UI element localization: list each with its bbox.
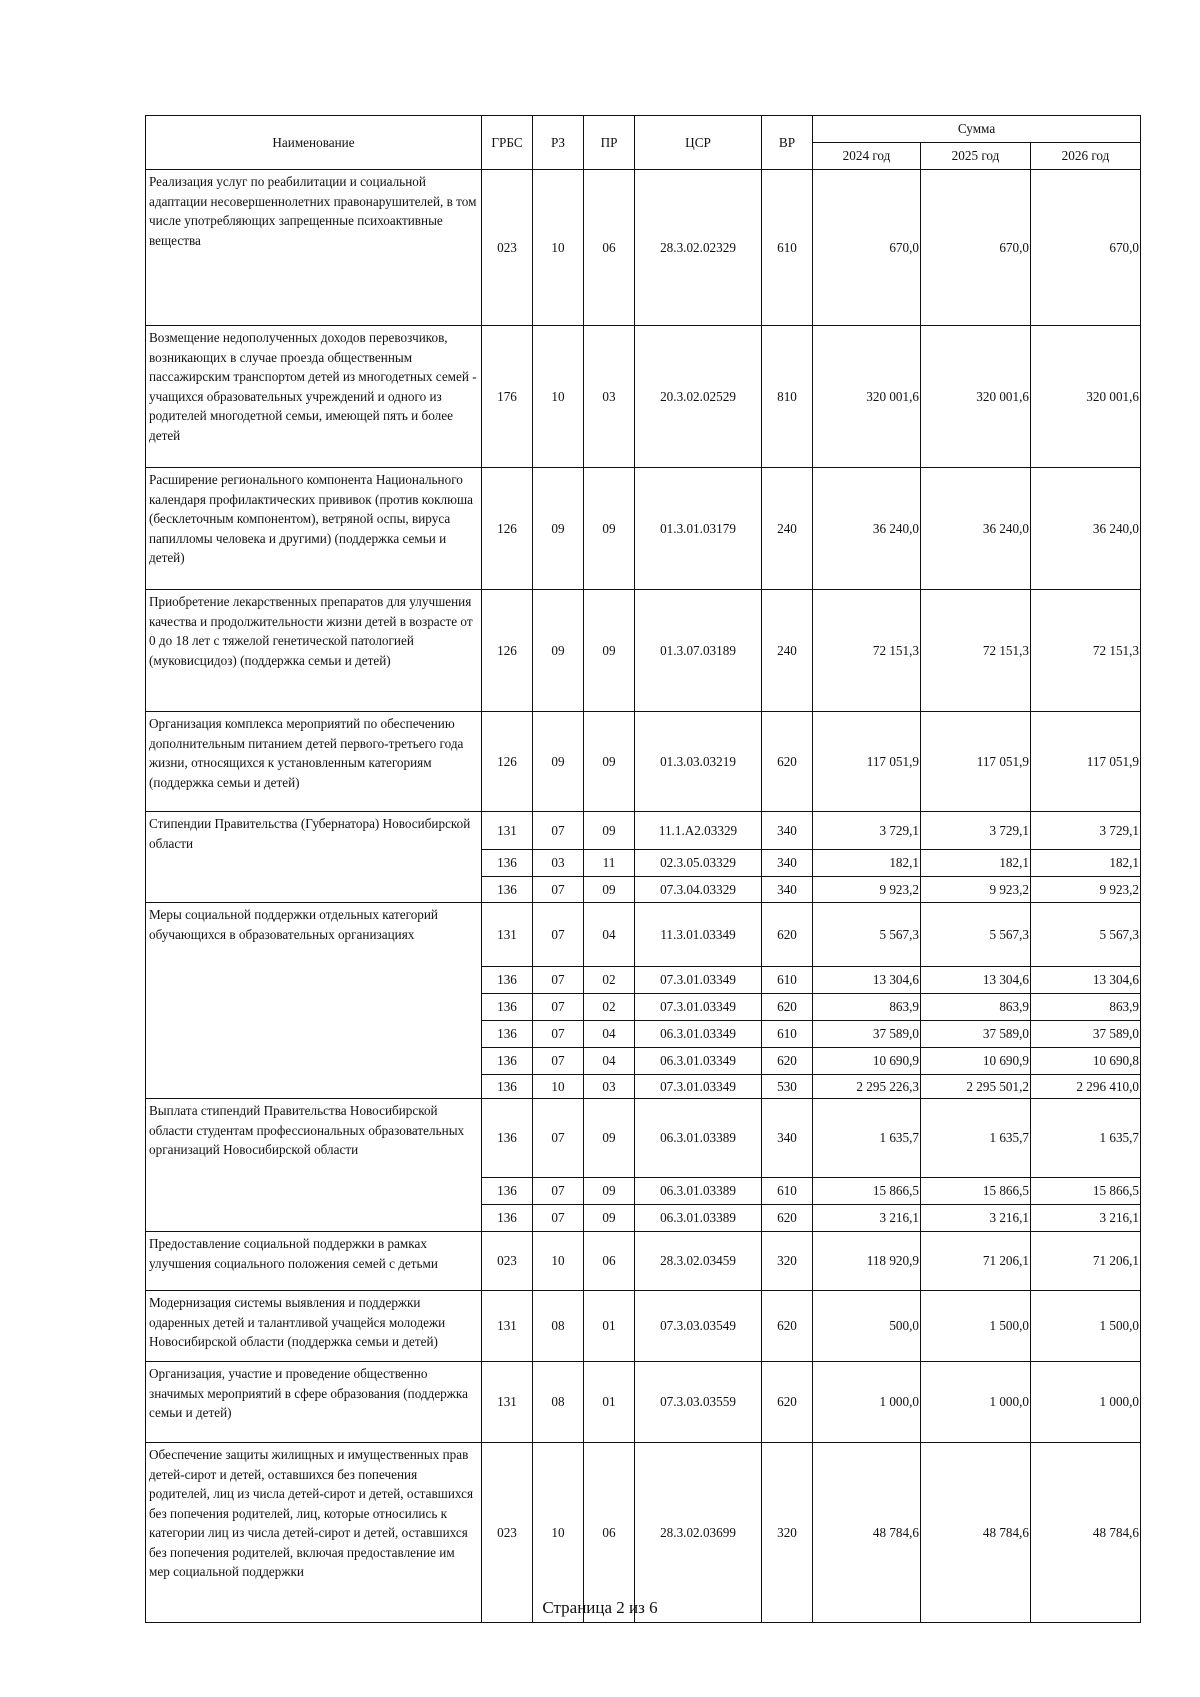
cell-sum-2026: 9 923,2 [1031, 877, 1141, 903]
header-csr: ЦСР [635, 116, 762, 170]
cell-sum-2025: 36 240,0 [921, 468, 1031, 590]
cell-grbs: 136 [482, 1075, 533, 1099]
cell-sum-2025: 37 589,0 [921, 1021, 1031, 1048]
cell-name: Реализация услуг по реабилитации и социальной адаптации несовершеннолетних правонарушителей, в том числе употребляющих запрещенные психоактивные вещества [146, 170, 482, 326]
cell-vr: 810 [762, 326, 813, 468]
table-row [146, 326, 1141, 468]
cell-csr: 01.3.01.03179 [635, 468, 762, 590]
cell-vr: 530 [762, 1075, 813, 1099]
cell-name: Приобретение лекарственных препаратов для улучшения качества и продолжительности жизни детей в возрасте от 0 до 18 лет с тяжелой генетической патологией (муковисцидоз) (поддержка семьи и детей) [146, 590, 482, 712]
cell-pr: 09 [584, 812, 635, 850]
cell-sum-2026: 2 296 410,0 [1031, 1075, 1141, 1099]
table-row [146, 170, 1141, 326]
cell-vr: 340 [762, 1099, 813, 1178]
cell-grbs: 136 [482, 967, 533, 994]
cell-pr: 06 [584, 1443, 635, 1623]
table-row [146, 1232, 1141, 1291]
cell-vr: 340 [762, 877, 813, 903]
cell-sum-2024: 36 240,0 [813, 468, 921, 590]
cell-pr: 09 [584, 877, 635, 903]
cell-sum-2025: 320 001,6 [921, 326, 1031, 468]
cell-rz: 03 [533, 850, 584, 877]
cell-sum-2024: 9 923,2 [813, 877, 921, 903]
cell-grbs: 136 [482, 1048, 533, 1075]
cell-name: Предоставление социальной поддержки в рамках улучшения социального положения семей с детьми [146, 1232, 482, 1291]
header-name: Наименование [146, 116, 482, 170]
cell-sum-2026: 1 635,7 [1031, 1099, 1141, 1178]
header-2025: 2025 год [921, 143, 1031, 170]
cell-vr: 620 [762, 903, 813, 967]
cell-pr: 04 [584, 903, 635, 967]
cell-sum-2024: 3 216,1 [813, 1205, 921, 1232]
cell-csr: 01.3.03.03219 [635, 712, 762, 812]
cell-sum-2024: 500,0 [813, 1291, 921, 1362]
cell-sum-2026: 71 206,1 [1031, 1232, 1141, 1291]
cell-sum-2025: 10 690,9 [921, 1048, 1031, 1075]
cell-sum-2024: 182,1 [813, 850, 921, 877]
cell-sum-2026: 36 240,0 [1031, 468, 1141, 590]
cell-rz: 07 [533, 1099, 584, 1178]
cell-csr: 07.3.04.03329 [635, 877, 762, 903]
cell-grbs: 136 [482, 1021, 533, 1048]
cell-sum-2024: 15 866,5 [813, 1178, 921, 1205]
cell-rz: 10 [533, 170, 584, 326]
cell-sum-2025: 182,1 [921, 850, 1031, 877]
cell-csr: 01.3.07.03189 [635, 590, 762, 712]
cell-sum-2026: 670,0 [1031, 170, 1141, 326]
cell-vr: 610 [762, 170, 813, 326]
cell-rz: 07 [533, 967, 584, 994]
cell-sum-2026: 10 690,8 [1031, 1048, 1141, 1075]
cell-sum-2024: 118 920,9 [813, 1232, 921, 1291]
cell-sum-2026: 15 866,5 [1031, 1178, 1141, 1205]
cell-csr: 06.3.01.03389 [635, 1205, 762, 1232]
cell-rz: 08 [533, 1291, 584, 1362]
cell-grbs: 131 [482, 1291, 533, 1362]
table-row [146, 590, 1141, 712]
cell-csr: 06.3.01.03389 [635, 1178, 762, 1205]
header-grbs: ГРБС [482, 116, 533, 170]
cell-pr: 09 [584, 1099, 635, 1178]
cell-vr: 320 [762, 1443, 813, 1623]
cell-pr: 09 [584, 590, 635, 712]
cell-rz: 10 [533, 1075, 584, 1099]
cell-sum-2024: 1 000,0 [813, 1362, 921, 1443]
cell-name: Выплата стипендий Правительства Новосибирской области студентам профессиональных образовательных организаций Новосибирской области [146, 1099, 482, 1232]
cell-vr: 320 [762, 1232, 813, 1291]
cell-name: Стипендии Правительства (Губернатора) Новосибирской области [146, 812, 482, 903]
header-pr: ПР [584, 116, 635, 170]
table-row [146, 812, 1141, 850]
cell-sum-2026: 72 151,3 [1031, 590, 1141, 712]
table-row [146, 1443, 1141, 1623]
cell-sum-2024: 37 589,0 [813, 1021, 921, 1048]
cell-sum-2026: 13 304,6 [1031, 967, 1141, 994]
cell-sum-2024: 13 304,6 [813, 967, 921, 994]
cell-sum-2024: 10 690,9 [813, 1048, 921, 1075]
cell-name: Организация, участие и проведение общественно значимых мероприятий в сфере образования (поддержка семьи и детей) [146, 1362, 482, 1443]
cell-vr: 620 [762, 1362, 813, 1443]
cell-pr: 09 [584, 712, 635, 812]
cell-csr: 06.3.01.03349 [635, 1048, 762, 1075]
cell-sum-2025: 2 295 501,2 [921, 1075, 1031, 1099]
cell-pr: 11 [584, 850, 635, 877]
cell-sum-2024: 72 151,3 [813, 590, 921, 712]
cell-sum-2025: 3 216,1 [921, 1205, 1031, 1232]
cell-sum-2024: 2 295 226,3 [813, 1075, 921, 1099]
cell-sum-2026: 1 000,0 [1031, 1362, 1141, 1443]
cell-sum-2024: 320 001,6 [813, 326, 921, 468]
cell-sum-2024: 3 729,1 [813, 812, 921, 850]
cell-rz: 09 [533, 712, 584, 812]
cell-csr: 20.3.02.02529 [635, 326, 762, 468]
cell-vr: 620 [762, 712, 813, 812]
header-2026: 2026 год [1031, 143, 1141, 170]
cell-pr: 03 [584, 1075, 635, 1099]
budget-table [145, 115, 1141, 1623]
header-sum: Сумма [813, 116, 1141, 143]
cell-rz: 07 [533, 1205, 584, 1232]
cell-csr: 11.3.01.03349 [635, 903, 762, 967]
cell-grbs: 136 [482, 1205, 533, 1232]
cell-vr: 610 [762, 1021, 813, 1048]
cell-pr: 01 [584, 1291, 635, 1362]
cell-rz: 07 [533, 903, 584, 967]
cell-pr: 01 [584, 1362, 635, 1443]
cell-csr: 02.3.05.03329 [635, 850, 762, 877]
cell-sum-2024: 670,0 [813, 170, 921, 326]
cell-sum-2024: 117 051,9 [813, 712, 921, 812]
cell-csr: 07.3.03.03549 [635, 1291, 762, 1362]
cell-pr: 06 [584, 170, 635, 326]
cell-pr: 09 [584, 1205, 635, 1232]
cell-sum-2026: 117 051,9 [1031, 712, 1141, 812]
cell-csr: 07.3.01.03349 [635, 994, 762, 1021]
cell-sum-2025: 863,9 [921, 994, 1031, 1021]
cell-grbs: 126 [482, 590, 533, 712]
table-row [146, 1362, 1141, 1443]
cell-csr: 07.3.03.03559 [635, 1362, 762, 1443]
cell-csr: 28.3.02.02329 [635, 170, 762, 326]
cell-vr: 340 [762, 812, 813, 850]
cell-pr: 09 [584, 1178, 635, 1205]
cell-sum-2026: 3 729,1 [1031, 812, 1141, 850]
cell-name: Расширение регионального компонента Национального календаря профилактических прививок (против коклюша (бесклеточным компонентом), ветряной оспы, вируса папилломы человека и другими) (поддержка семьи и детей) [146, 468, 482, 590]
budget-table-container [145, 115, 1141, 1623]
cell-grbs: 131 [482, 812, 533, 850]
cell-pr: 06 [584, 1232, 635, 1291]
cell-grbs: 126 [482, 468, 533, 590]
header-rz: РЗ [533, 116, 584, 170]
cell-rz: 10 [533, 1443, 584, 1623]
cell-sum-2024: 1 635,7 [813, 1099, 921, 1178]
cell-sum-2025: 1 500,0 [921, 1291, 1031, 1362]
cell-sum-2026: 5 567,3 [1031, 903, 1141, 967]
cell-grbs: 176 [482, 326, 533, 468]
cell-grbs: 131 [482, 903, 533, 967]
cell-name: Организация комплекса мероприятий по обеспечению дополнительным питанием детей первого-третьего года жизни, относящихся к установленным категориям (поддержка семьи и детей) [146, 712, 482, 812]
cell-sum-2025: 5 567,3 [921, 903, 1031, 967]
cell-vr: 240 [762, 590, 813, 712]
table-row [146, 1099, 1141, 1178]
cell-csr: 11.1.А2.03329 [635, 812, 762, 850]
cell-rz: 09 [533, 468, 584, 590]
cell-vr: 620 [762, 1205, 813, 1232]
page-number: Страница 2 из 6 [542, 1598, 658, 1617]
cell-sum-2026: 48 784,6 [1031, 1443, 1141, 1623]
cell-pr: 03 [584, 326, 635, 468]
cell-csr: 07.3.01.03349 [635, 1075, 762, 1099]
cell-rz: 10 [533, 326, 584, 468]
header-2024: 2024 год [813, 143, 921, 170]
cell-sum-2025: 71 206,1 [921, 1232, 1031, 1291]
cell-sum-2025: 1 000,0 [921, 1362, 1031, 1443]
cell-sum-2025: 9 923,2 [921, 877, 1031, 903]
cell-sum-2026: 37 589,0 [1031, 1021, 1141, 1048]
cell-name: Меры социальной поддержки отдельных категорий обучающихся в образовательных организациях [146, 903, 482, 1099]
cell-grbs: 023 [482, 1232, 533, 1291]
cell-grbs: 136 [482, 850, 533, 877]
cell-pr: 04 [584, 1048, 635, 1075]
table-row [146, 903, 1141, 967]
cell-sum-2025: 72 151,3 [921, 590, 1031, 712]
cell-vr: 620 [762, 994, 813, 1021]
table-header [146, 116, 1141, 170]
cell-name: Возмещение недополученных доходов перевозчиков, возникающих в случае проезда общественным пассажирским транспортом детей из многодетных семей - учащихся образовательных учреждений и одного из родителей многодетной семьи, имеющей пять и более детей [146, 326, 482, 468]
cell-vr: 340 [762, 850, 813, 877]
cell-rz: 10 [533, 1232, 584, 1291]
cell-rz: 07 [533, 877, 584, 903]
cell-sum-2025: 3 729,1 [921, 812, 1031, 850]
cell-sum-2025: 15 866,5 [921, 1178, 1031, 1205]
cell-vr: 610 [762, 967, 813, 994]
cell-csr: 06.3.01.03389 [635, 1099, 762, 1178]
cell-grbs: 136 [482, 877, 533, 903]
cell-grbs: 131 [482, 1362, 533, 1443]
header-vr: ВР [762, 116, 813, 170]
cell-sum-2024: 48 784,6 [813, 1443, 921, 1623]
cell-sum-2026: 1 500,0 [1031, 1291, 1141, 1362]
cell-grbs: 023 [482, 170, 533, 326]
cell-pr: 09 [584, 468, 635, 590]
cell-vr: 620 [762, 1291, 813, 1362]
cell-rz: 09 [533, 590, 584, 712]
cell-rz: 07 [533, 1178, 584, 1205]
table-row [146, 712, 1141, 812]
cell-rz: 07 [533, 812, 584, 850]
cell-csr: 28.3.02.03459 [635, 1232, 762, 1291]
cell-sum-2025: 48 784,6 [921, 1443, 1031, 1623]
cell-sum-2026: 182,1 [1031, 850, 1141, 877]
cell-sum-2026: 320 001,6 [1031, 326, 1141, 468]
cell-sum-2025: 117 051,9 [921, 712, 1031, 812]
cell-pr: 02 [584, 994, 635, 1021]
cell-sum-2024: 863,9 [813, 994, 921, 1021]
cell-grbs: 136 [482, 1099, 533, 1178]
cell-csr: 28.3.02.03699 [635, 1443, 762, 1623]
cell-name: Модернизация системы выявления и поддержки одаренных детей и талантливой учащейся молодежи Новосибирской области (поддержка семьи и детей) [146, 1291, 482, 1362]
cell-sum-2025: 13 304,6 [921, 967, 1031, 994]
cell-rz: 07 [533, 994, 584, 1021]
cell-name: Обеспечение защиты жилищных и имущественных прав детей-сирот и детей, оставшихся без попечения родителей, лиц из числа детей-сирот и детей, оставшихся без попечения родителей, лиц, которые относились к категории лиц из числа детей-сирот и детей, оставшихся без попечения родителей, включая предоставление им мер социальной поддержки [146, 1443, 482, 1623]
cell-grbs: 136 [482, 994, 533, 1021]
cell-sum-2025: 1 635,7 [921, 1099, 1031, 1178]
cell-rz: 07 [533, 1021, 584, 1048]
cell-grbs: 136 [482, 1178, 533, 1205]
cell-rz: 08 [533, 1362, 584, 1443]
cell-sum-2026: 3 216,1 [1031, 1205, 1141, 1232]
cell-grbs: 023 [482, 1443, 533, 1623]
cell-vr: 240 [762, 468, 813, 590]
cell-vr: 610 [762, 1178, 813, 1205]
cell-csr: 07.3.01.03349 [635, 967, 762, 994]
cell-pr: 02 [584, 967, 635, 994]
cell-grbs: 126 [482, 712, 533, 812]
cell-pr: 04 [584, 1021, 635, 1048]
cell-sum-2025: 670,0 [921, 170, 1031, 326]
cell-csr: 06.3.01.03349 [635, 1021, 762, 1048]
table-body [146, 170, 1141, 1623]
cell-vr: 620 [762, 1048, 813, 1075]
table-row [146, 468, 1141, 590]
cell-rz: 07 [533, 1048, 584, 1075]
cell-sum-2024: 5 567,3 [813, 903, 921, 967]
cell-sum-2026: 863,9 [1031, 994, 1141, 1021]
table-row [146, 1291, 1141, 1362]
